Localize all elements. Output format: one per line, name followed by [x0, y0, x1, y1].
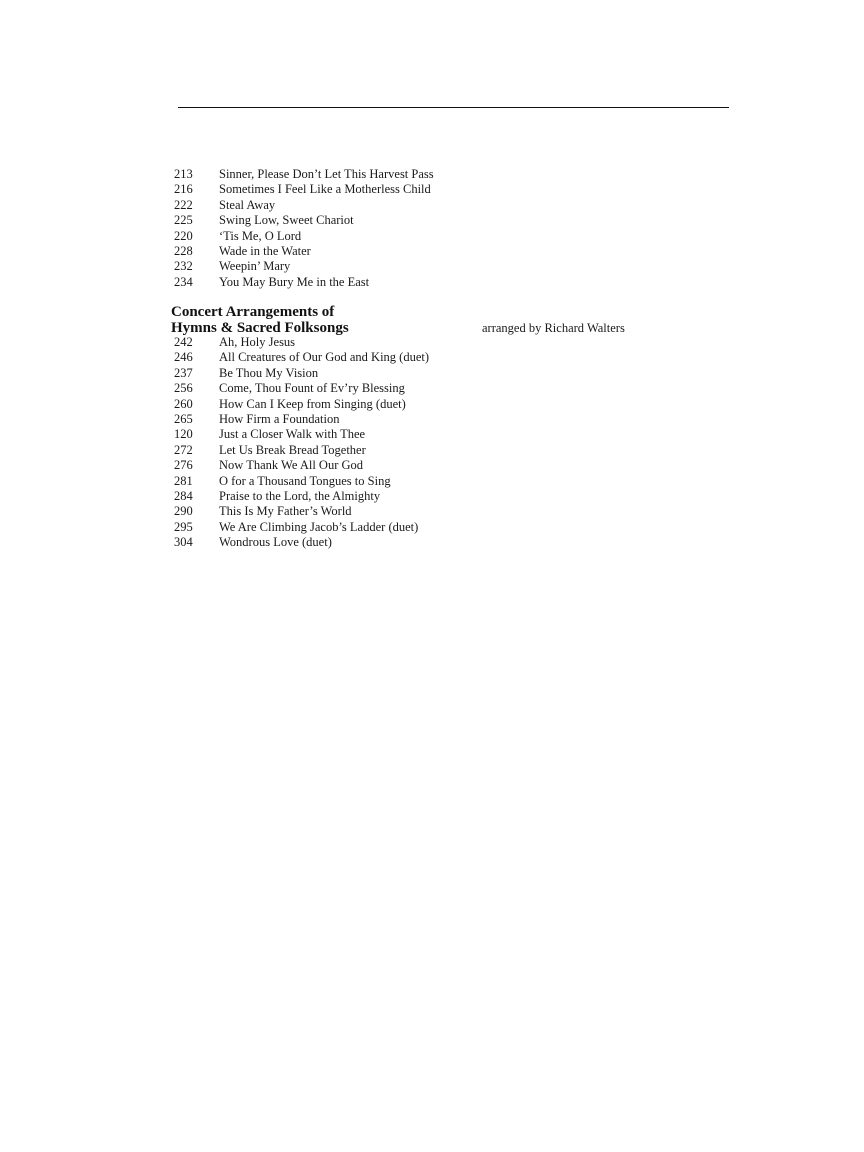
page-number: 276: [174, 458, 193, 473]
arranger-credit: arranged by Richard Walters: [482, 321, 625, 335]
page-number: 225: [174, 213, 193, 228]
song-title: O for a Thousand Tongues to Sing: [219, 473, 391, 488]
song-title: Come, Thou Fount of Ev’ry Blessing: [219, 381, 405, 396]
song-title: This Is My Father’s World: [219, 504, 352, 519]
page-number: 295: [174, 519, 193, 534]
song-title: How Firm a Foundation: [219, 411, 340, 426]
song-title: Let Us Break Bread Together: [219, 442, 366, 457]
page-number: 256: [174, 381, 193, 396]
song-title: Steal Away: [219, 197, 276, 212]
song-title: How Can I Keep from Singing (duet): [219, 396, 406, 411]
page-number: 232: [174, 259, 193, 274]
song-title: Swing Low, Sweet Chariot: [219, 213, 354, 228]
page-number: 213: [174, 167, 193, 181]
song-title: Sinner, Please Don’t Let This Harvest Pass: [219, 167, 434, 181]
song-title: Now Thank We All Our God: [219, 458, 364, 473]
section-heading-line-2: Hymns & Sacred Folksongs: [171, 320, 349, 336]
page-number: 272: [174, 442, 193, 457]
song-title: Wondrous Love (duet): [219, 535, 332, 550]
page-number: 234: [174, 274, 193, 289]
song-title: Weepin’ Mary: [219, 259, 291, 274]
page-number: 290: [174, 504, 193, 519]
page-number: 242: [174, 335, 193, 349]
song-title: Sometimes I Feel Like a Motherless Child: [219, 182, 431, 197]
page-number: 228: [174, 243, 193, 258]
song-title: Be Thou My Vision: [219, 365, 319, 380]
song-title: Just a Closer Walk with Thee: [219, 427, 366, 442]
page-number: 304: [174, 535, 193, 550]
page-number: 120: [174, 427, 193, 442]
header-rule: [178, 107, 729, 108]
song-title: Ah, Holy Jesus: [219, 335, 296, 349]
song-title: Praise to the Lord, the Almighty: [219, 488, 381, 503]
page-number: 237: [174, 365, 193, 380]
song-title: Wade in the Water: [219, 243, 311, 258]
song-title: You May Bury Me in the East: [219, 274, 370, 289]
song-title: We Are Climbing Jacob’s Ladder (duet): [219, 519, 419, 534]
page-number: 281: [174, 473, 193, 488]
section-heading: [171, 304, 349, 336]
page-number: 260: [174, 396, 193, 411]
page-number: 265: [174, 411, 193, 426]
page-number: 246: [174, 350, 193, 365]
page-number: 216: [174, 182, 193, 197]
song-title: ‘Tis Me, O Lord: [219, 228, 302, 243]
section-heading-line-1: Concert Arrangements of: [171, 304, 335, 320]
page-number: 222: [174, 197, 193, 212]
page-number: 284: [174, 488, 193, 503]
song-title: All Creatures of Our God and King (duet): [219, 350, 430, 365]
page-number: 220: [174, 228, 193, 243]
